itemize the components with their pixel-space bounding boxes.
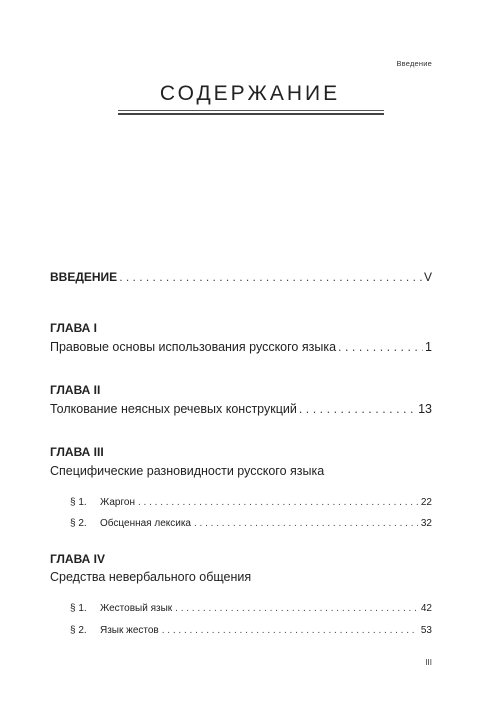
- toc-page-number: 32: [420, 518, 432, 529]
- toc-entry-chapter-1[interactable]: [50, 340, 432, 354]
- toc-entry-chapter-2[interactable]: [50, 402, 432, 416]
- section-number: § 2.: [70, 518, 87, 529]
- chapter-title: Специфические разновидности русского языка: [50, 464, 325, 478]
- title-rule-thin: [118, 110, 384, 111]
- toc-section-entry[interactable]: [70, 497, 432, 508]
- toc-page-number: 42: [420, 603, 432, 614]
- dot-leader: [138, 497, 418, 508]
- toc-section-entry[interactable]: [70, 625, 432, 636]
- section-label: Жаргон: [100, 497, 135, 508]
- section-number: § 1.: [70, 497, 87, 508]
- toc-entry-intro[interactable]: [50, 270, 432, 284]
- toc-page-number: 53: [420, 625, 432, 636]
- chapter-heading: ГЛАВА I: [50, 321, 97, 335]
- chapter-heading: ГЛАВА IV: [50, 552, 105, 566]
- section-number: § 2.: [70, 625, 87, 636]
- page-folio: III: [425, 658, 432, 667]
- chapter-title: Средства невербального общения: [50, 570, 252, 584]
- running-head: Введение: [396, 59, 432, 68]
- page-title: СОДЕРЖАНИЕ: [159, 82, 341, 105]
- toc-page-number: 22: [420, 497, 432, 508]
- chapter-heading: ГЛАВА II: [50, 383, 101, 397]
- toc-entry-label: Правовые основы использования русского языка: [50, 340, 337, 354]
- toc-page-number: 1: [425, 340, 432, 354]
- toc-page-number: V: [423, 270, 432, 284]
- section-label: Жестовый язык: [100, 603, 173, 614]
- toc-entry-label: Толкование неясных речевых конструкций: [50, 402, 297, 416]
- dot-leader: [194, 518, 418, 529]
- toc-page-number: 13: [418, 402, 432, 416]
- section-label: Язык жестов: [100, 625, 159, 636]
- toc-section-entry[interactable]: [70, 603, 432, 614]
- dot-leader: [299, 402, 416, 416]
- section-label: Обсценная лексика: [100, 518, 191, 529]
- toc-section-entry[interactable]: [70, 518, 432, 529]
- toc-entry-label: ВВЕДЕНИЕ: [50, 270, 118, 284]
- dot-leader: [338, 340, 423, 354]
- dot-leader: [162, 625, 418, 636]
- dot-leader: [175, 603, 418, 614]
- chapter-heading: ГЛАВА III: [50, 445, 104, 459]
- section-number: § 1.: [70, 603, 87, 614]
- title-rule-thick: [118, 113, 384, 115]
- dot-leader: [119, 270, 422, 284]
